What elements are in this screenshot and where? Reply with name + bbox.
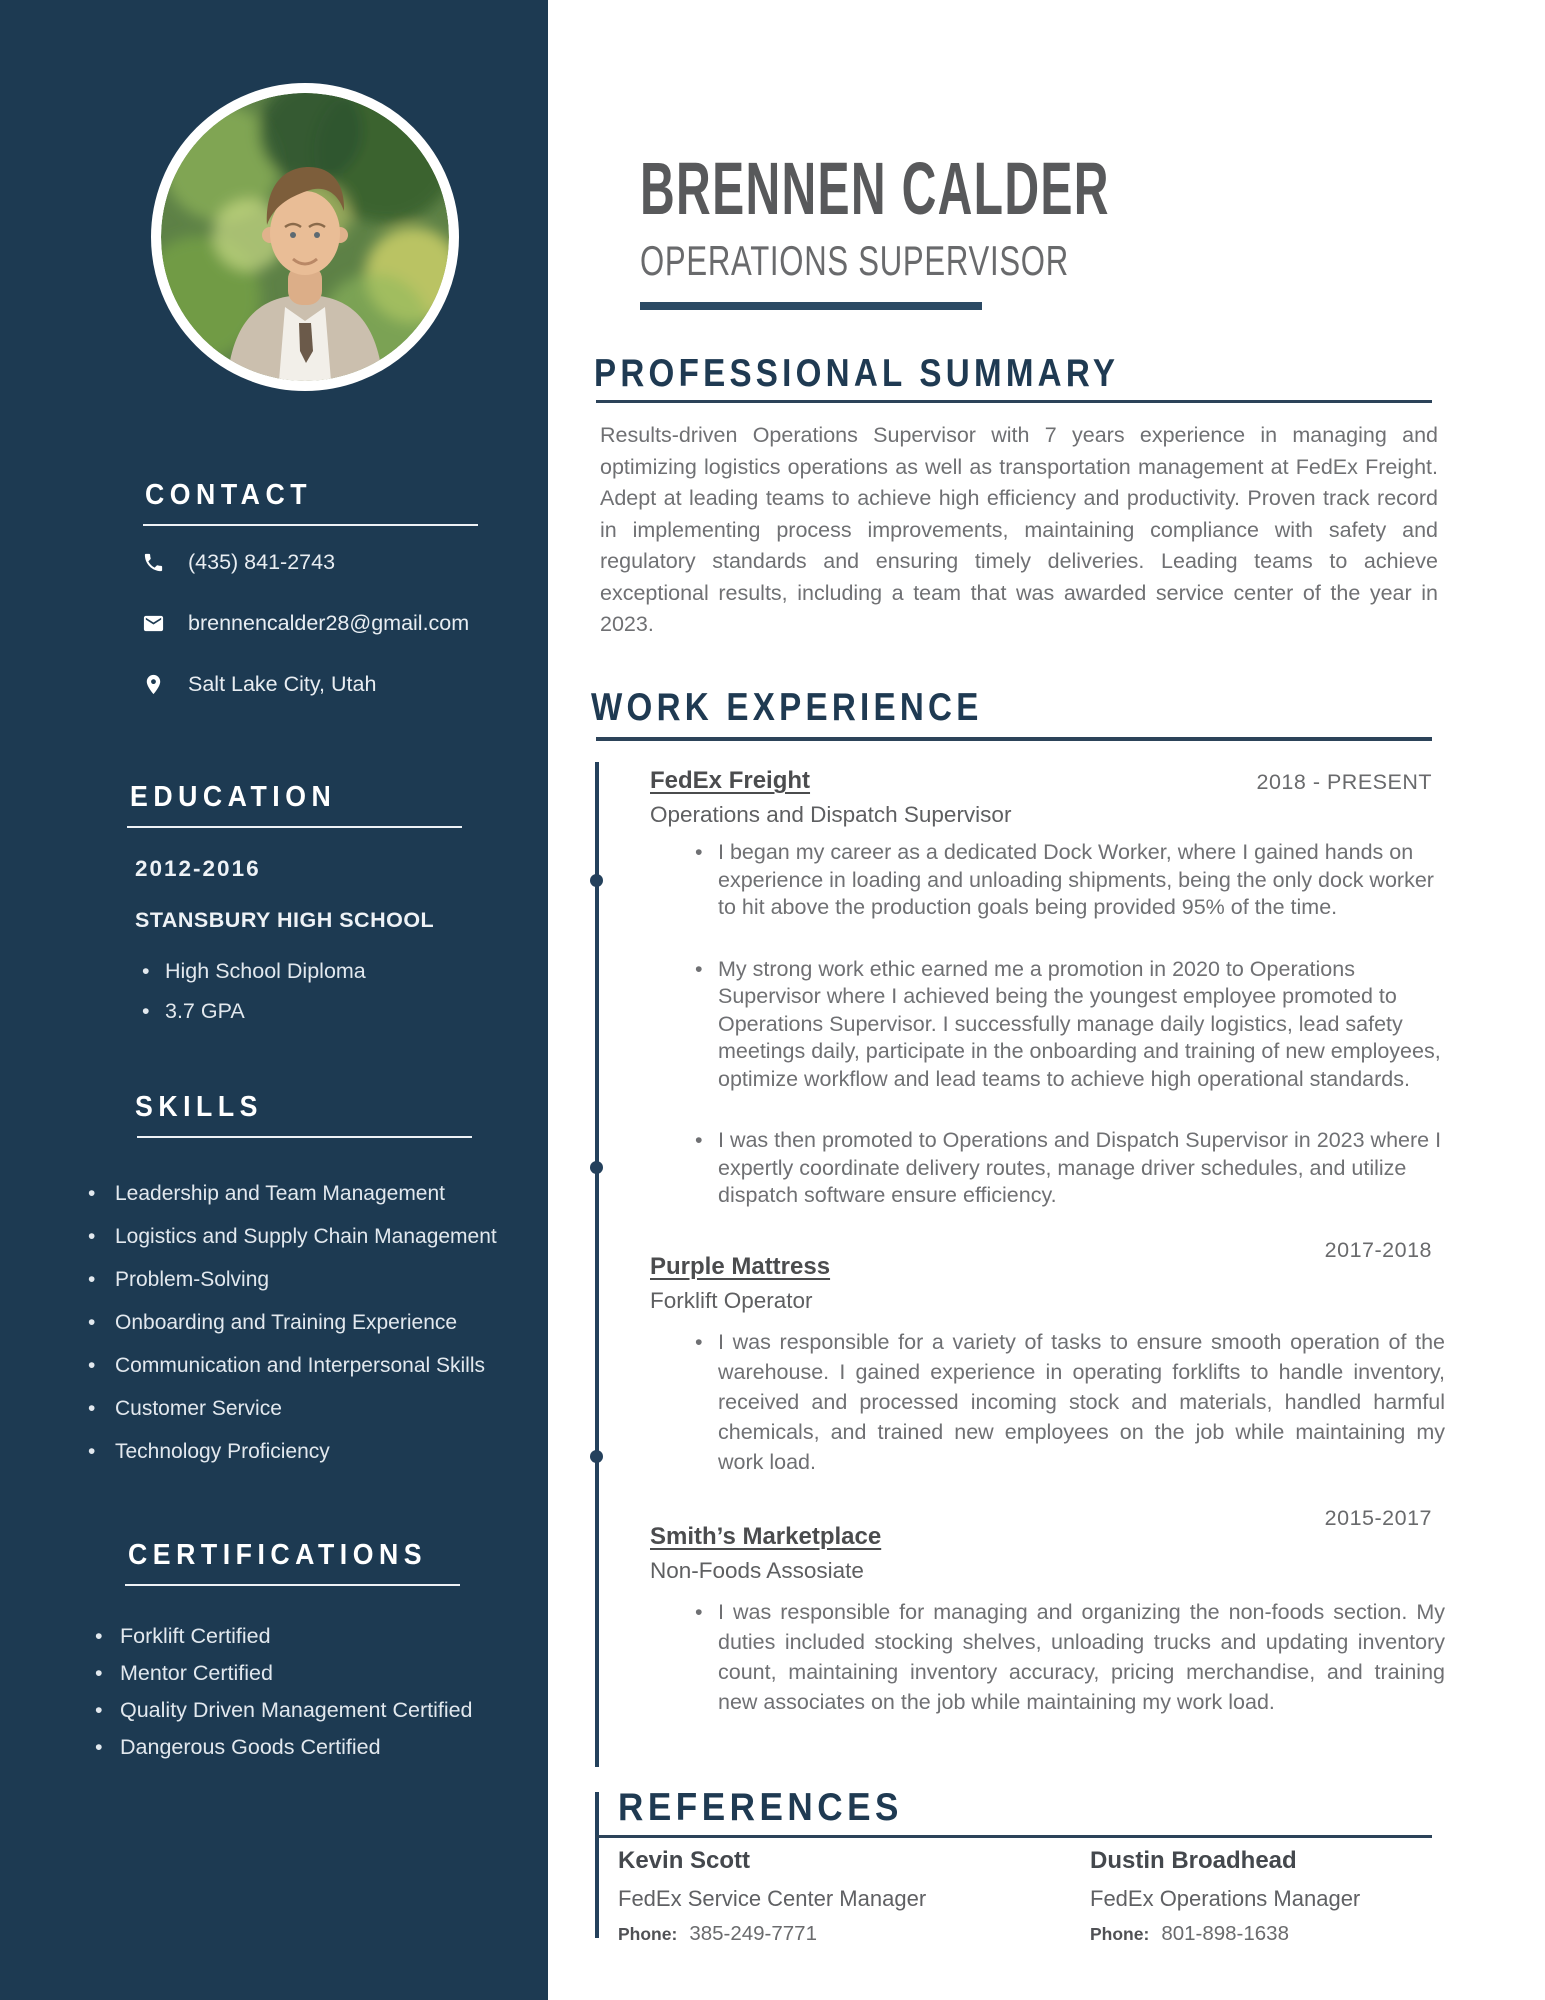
certifications-list — [0, 1622, 548, 1761]
timeline-dot — [590, 1161, 603, 1174]
section-divider — [125, 1584, 460, 1586]
section-divider — [596, 400, 1432, 403]
education-heading: EDUCATION — [130, 781, 337, 813]
list-item: • Customer Service — [88, 1395, 548, 1423]
timeline-line — [595, 762, 599, 1767]
job-bullets — [650, 1597, 1445, 1717]
reference-card — [618, 1846, 1038, 1946]
job-bullets — [650, 839, 1445, 1210]
list-item: • 3.7 GPA — [142, 997, 548, 1025]
reference-card — [1090, 1846, 1510, 1946]
phone-label: Phone: — [618, 1924, 678, 1944]
list-item: • Dangerous Goods Certified — [95, 1733, 548, 1761]
skills-heading: SKILLS — [135, 1091, 263, 1123]
section-divider — [596, 1835, 1432, 1838]
job-role: Operations and Dispatch Supervisor — [650, 802, 1012, 827]
education-school: STANSBURY HIGH SCHOOL — [135, 907, 435, 932]
summary-heading: PROFESSIONAL SUMMARY — [594, 352, 1120, 395]
list-item: • Onboarding and Training Experience — [88, 1309, 548, 1337]
email-text: brennencalder28@gmail.com — [188, 610, 470, 635]
list-item: • Forklift Certified — [95, 1622, 548, 1650]
list-item: • I was responsible for a variety of tasks to ensure smooth operation of the warehouse. I gained experience in operating forklifts to handle inventory, received and processed incoming stock and materials, handled harmful chemicals, and trained new employees on the job while maintaining my work load. — [718, 1327, 1445, 1477]
sidebar — [0, 0, 548, 2000]
company-name: Purple Mattress — [650, 1253, 831, 1280]
certifications-heading: CERTIFICATIONS — [128, 1539, 428, 1571]
title-underline — [640, 302, 982, 310]
company-name: FedEx Freight — [650, 767, 811, 794]
reference-role: FedEx Operations Manager — [1090, 1886, 1361, 1911]
contact-location — [142, 672, 548, 697]
list-item: • Leadership and Team Management — [88, 1180, 548, 1208]
references-left-border — [595, 1792, 599, 1938]
experience-heading: WORK EXPERIENCE — [591, 686, 983, 729]
contact-rows — [0, 550, 548, 697]
email-icon — [142, 612, 165, 635]
phone-label: Phone: — [1090, 1924, 1150, 1944]
reference-role: FedEx Service Center Manager — [618, 1886, 927, 1911]
education-section — [0, 782, 548, 1037]
timeline-dot — [590, 1450, 603, 1463]
list-item: • Quality Driven Management Certified — [95, 1696, 548, 1724]
profile-photo — [151, 83, 459, 391]
list-item: • I was then promoted to Operations and Dispatch Supervisor in 2023 where I expertly coordinate delivery routes, manage driver schedules, and utilize dispatch software ensure efficiency. — [718, 1127, 1445, 1210]
list-item: • Problem-Solving — [88, 1266, 548, 1294]
summary-paragraph: Results-driven Operations Supervisor with 7 years experience in managing and optimizing logistics operations as well as transportation management at FedEx Freight. Adept at leading teams to achieve high efficiency and productivity. Proven track record in implementing process improvements, maintaining compliance with safety and regulatory standards and ensuring timely deliveries. Leading teams to achieve exceptional results, including a team that was awarded service center of the year in 2023. — [600, 423, 1438, 636]
education-bullets — [0, 957, 548, 1025]
list-item: • Logistics and Supply Chain Management — [88, 1223, 548, 1251]
job-entry — [650, 1522, 1445, 1717]
job-dates: 2017-2018 — [1324, 1238, 1432, 1262]
references-heading: REFERENCES — [618, 1786, 903, 1829]
job-title: OPERATIONS SUPERVISOR — [640, 237, 1069, 284]
list-item: • Mentor Certified — [95, 1659, 548, 1687]
contact-phone — [142, 550, 548, 575]
job-dates: 2018 - PRESENT — [1256, 770, 1432, 794]
contact-section — [0, 480, 548, 733]
section-divider — [596, 737, 1432, 741]
phone-number: 801-898-1638 — [1161, 1922, 1289, 1945]
list-item: • I began my career as a dedicated Dock Worker, where I gained hands on experience in loading and unloading shipments, being the only dock worker to hit above the production goals being provided 95% of the time. — [718, 839, 1445, 922]
job-role: Non-Foods Assosiate — [650, 1558, 864, 1583]
contact-heading: CONTACT — [145, 479, 313, 511]
contact-email — [142, 611, 548, 636]
reference-phone — [1090, 1922, 1510, 1946]
job-role: Forklift Operator — [650, 1288, 813, 1313]
section-divider — [127, 826, 462, 828]
list-item: • My strong work ethic earned me a promotion in 2020 to Operations Supervisor where I achieved being the youngest employee promoted to Operations Supervisor. I successfully manage daily logistics, lead safety meetings daily, participate in the onboarding and training of new employees, optimize workflow and lead teams to achieve high operational standards. — [718, 956, 1445, 1094]
list-item: • I was responsible for managing and organizing the non-foods section. My duties included stocking shelves, unloading trucks and updating inventory count, maintaining inventory accuracy, pricing merchandise, and training new associates on the job while maintaining my work load. — [718, 1597, 1445, 1717]
location-icon — [142, 673, 165, 696]
skills-list — [0, 1180, 548, 1466]
phone-icon — [142, 551, 165, 574]
list-item: • High School Diploma — [142, 957, 548, 985]
certifications-section — [0, 1540, 548, 1770]
reference-name: Dustin Broadhead — [1090, 1847, 1297, 1874]
reference-phone — [618, 1922, 1038, 1946]
job-bullets — [650, 1327, 1445, 1477]
phone-text: (435) 841-2743 — [188, 549, 336, 574]
job-entry — [650, 766, 1445, 1210]
company-name: Smith’s Marketplace — [650, 1523, 882, 1550]
list-item: • Communication and Interpersonal Skills — [88, 1352, 548, 1380]
skills-section — [0, 1092, 548, 1481]
education-years: 2012-2016 — [135, 855, 261, 881]
location-text: Salt Lake City, Utah — [188, 671, 377, 696]
job-dates: 2015-2017 — [1324, 1506, 1432, 1530]
profile-photo-image — [161, 93, 449, 381]
list-item: • Technology Proficiency — [88, 1438, 548, 1466]
timeline-dot — [590, 874, 603, 887]
phone-number: 385-249-7771 — [689, 1922, 817, 1945]
page-title: BRENNEN CALDER — [640, 147, 1110, 230]
reference-name: Kevin Scott — [618, 1847, 751, 1874]
section-divider — [143, 524, 478, 526]
section-divider — [137, 1136, 472, 1138]
job-entry — [650, 1252, 1445, 1477]
